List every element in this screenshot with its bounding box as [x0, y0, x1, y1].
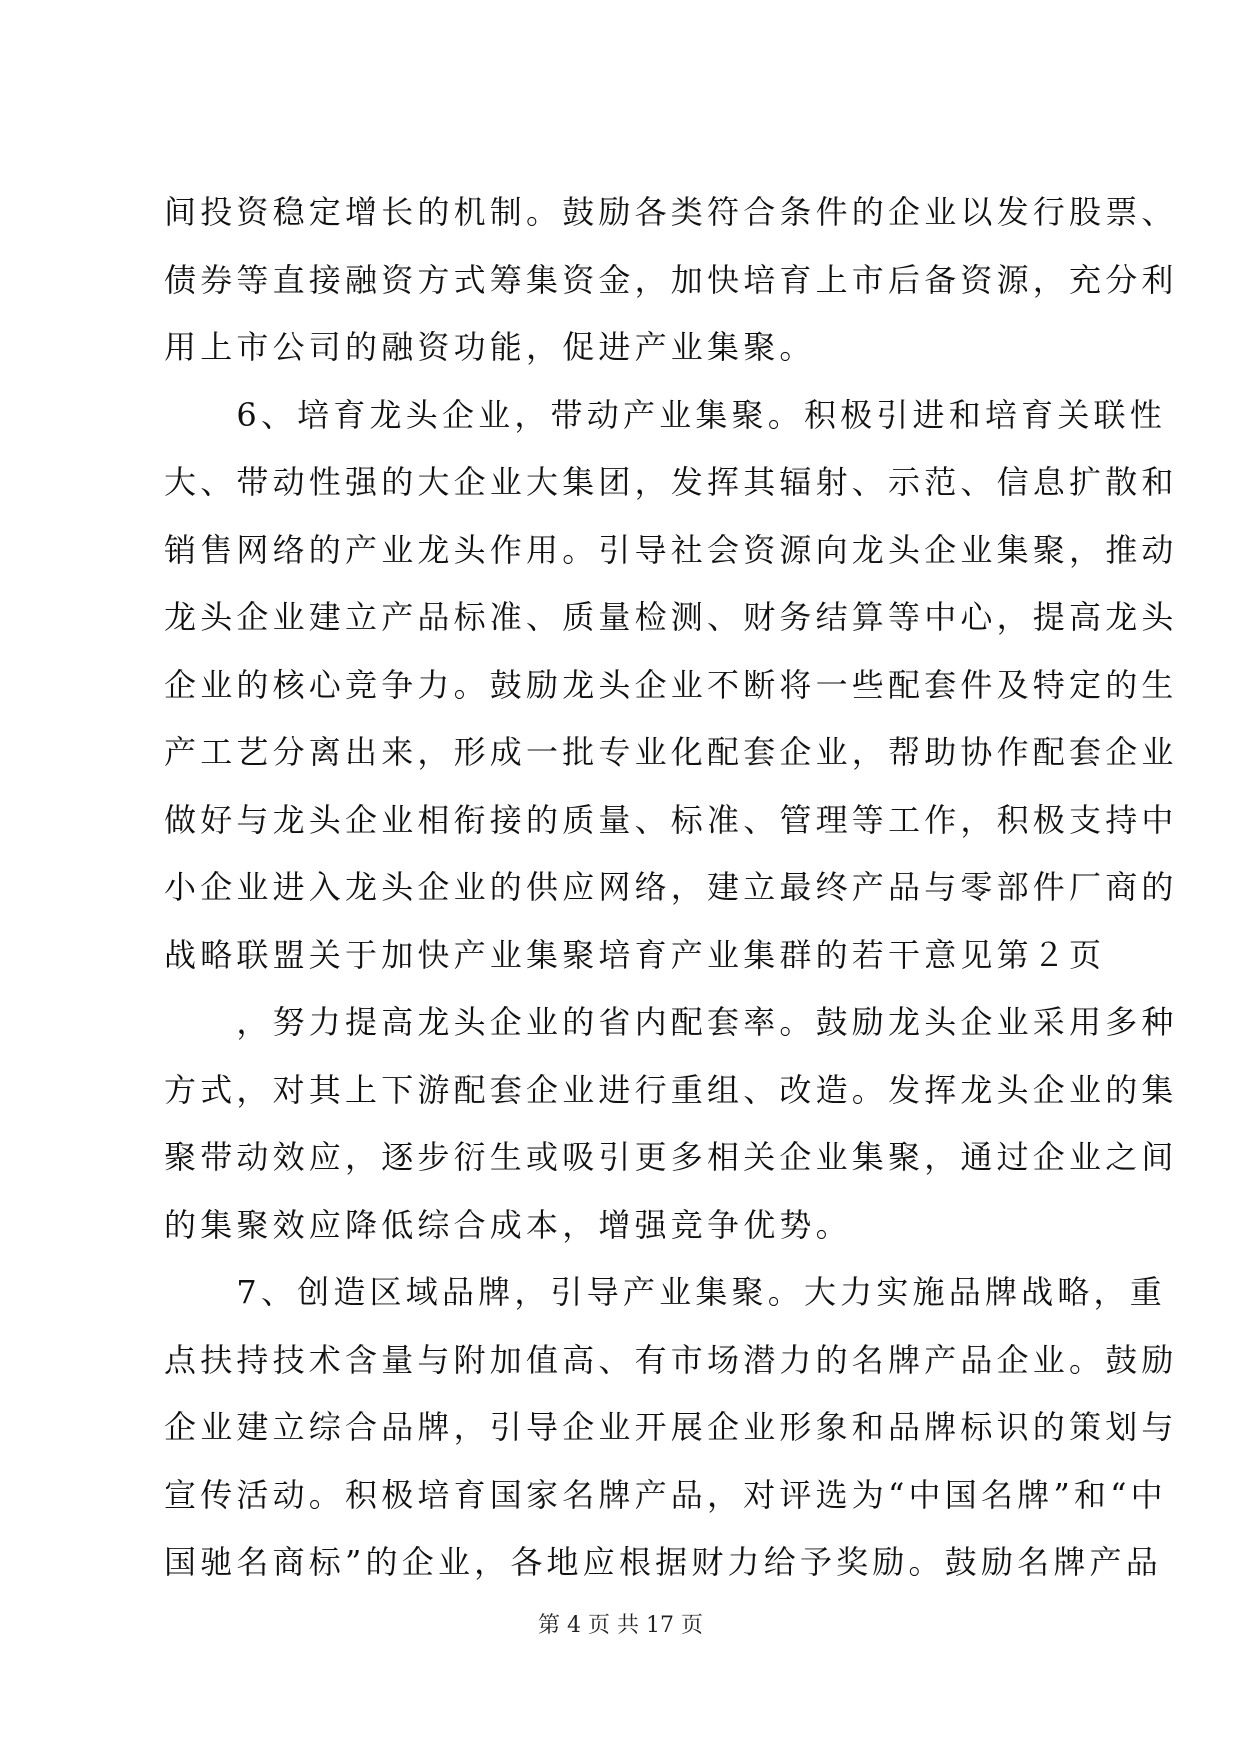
page-footer: 第 4 页 共 17 页	[538, 1613, 703, 1638]
body-line-2: 债券等直接融资方式筹集资金，加快培育上市后备资源，充分利	[164, 261, 1178, 299]
body-line-19: 企业建立综合品牌，引导企业开展企业形象和品牌标识的策划与	[164, 1408, 1178, 1446]
body-line-10: 做好与龙头企业相衔接的质量、标准、管理等工作，积极支持中	[164, 801, 1178, 839]
body-line-9: 产工艺分离出来，形成一批专业化配套企业，帮助协作配套企业	[164, 733, 1178, 771]
body-line-7: 龙头企业建立产品标准、质量检测、财务结算等中心，提高龙头	[164, 598, 1178, 636]
body-line-21: 国驰名商标”的企业，各地应根据财力给予奖励。鼓励名牌产品	[164, 1543, 1162, 1581]
body-line-11: 小企业进入龙头企业的供应网络，建立最终产品与零部件厂商的	[164, 868, 1178, 906]
body-line-8: 企业的核心竞争力。鼓励龙头企业不断将一些配套件及特定的生	[164, 666, 1178, 704]
body-line-12: 战略联盟关于加快产业集聚培育产业集群的若干意见第２页	[164, 936, 1106, 974]
body-line-6: 销售网络的产业龙头作用。引导社会资源向龙头企业集聚，推动	[164, 531, 1178, 569]
body-line-13: ，努力提高龙头企业的省内配套率。鼓励龙头企业采用多种	[164, 1003, 1178, 1041]
body-line-15: 聚带动效应，逐步衍生或吸引更多相关企业集聚，通过企业之间	[164, 1138, 1178, 1176]
body-line-5: 大、带动性强的大企业大集团，发挥其辐射、示范、信息扩散和	[164, 463, 1178, 501]
body-line-14: 方式，对其上下游配套企业进行重组、改造。发挥龙头企业的集	[164, 1071, 1178, 1109]
body-line-3: 用上市公司的融资功能，促进产业集聚。	[164, 328, 816, 366]
body-line-16: 的集聚效应降低综合成本，增强竞争优势。	[164, 1206, 852, 1244]
body-line-1: 间投资稳定增长的机制。鼓励各类符合条件的企业以发行股票、	[164, 193, 1178, 231]
body-line-20: 宣传活动。积极培育国家名牌产品，对评选为“中国名牌”和“中	[164, 1476, 1167, 1514]
body-line-17: 7、创造区域品牌，引导产业集聚。大力实施品牌战略，重	[164, 1273, 1166, 1311]
body-line-18: 点扶持技术含量与附加值高、有市场潜力的名牌产品企业。鼓励	[164, 1341, 1178, 1379]
body-line-4: 6、培育龙头企业，带动产业集聚。积极引进和培育关联性	[164, 396, 1166, 434]
